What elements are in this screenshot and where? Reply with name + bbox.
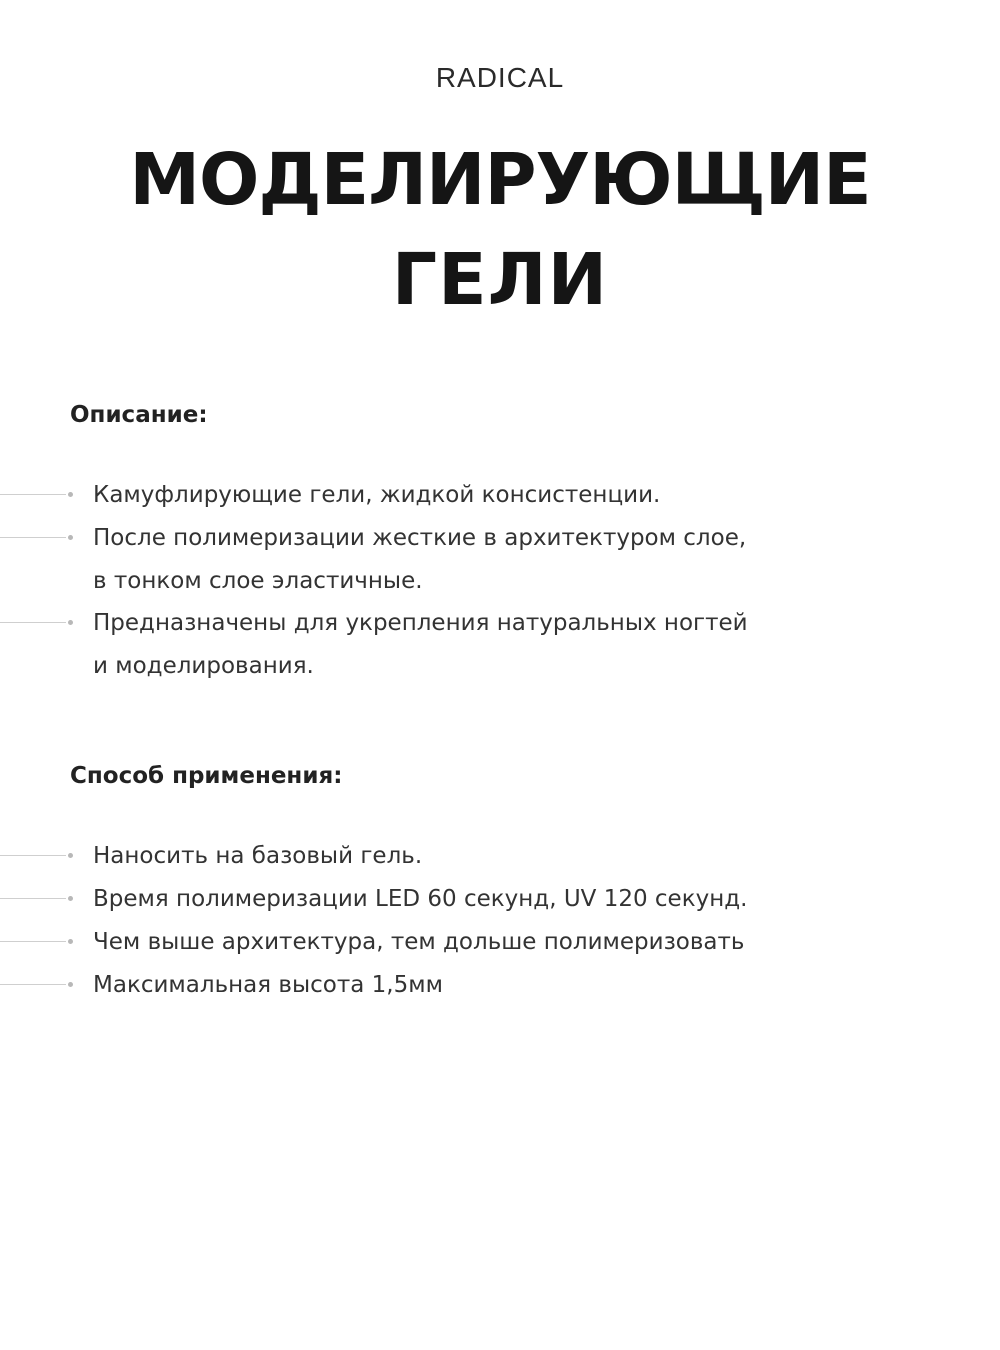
bullet-line xyxy=(0,941,66,942)
bullet-dot-icon xyxy=(68,535,73,540)
page-title-line-1: МОДЕЛИРУЮЩИЕ xyxy=(129,138,871,221)
bullet-line xyxy=(0,537,66,538)
description-item-3-line-1: Предназначены для укрепления натуральных ногтей xyxy=(93,610,748,636)
description-item-2 xyxy=(0,521,1000,594)
bullet-line xyxy=(0,494,66,495)
description-item-1-line-1: Камуфлирующие гели, жидкой консистенции. xyxy=(93,482,661,508)
usage-item-1-line-1: Наносить на базовый гель. xyxy=(93,843,423,869)
page-title-line-2: ГЕЛИ xyxy=(391,238,609,321)
bullet-dot-icon xyxy=(68,853,73,858)
bullet-dot-icon xyxy=(68,896,73,901)
usage-item-2 xyxy=(0,882,1000,916)
bullet-dot-icon xyxy=(68,939,73,944)
bullet-dot-icon xyxy=(68,982,73,987)
bullet-dot-icon xyxy=(68,492,73,497)
bullet-line xyxy=(0,898,66,899)
description-item-3-line-2: и моделирования. xyxy=(93,653,314,679)
usage-item-3-line-1: Чем выше архитектура, тем дольше полимеризовать xyxy=(93,929,745,955)
bullet-line xyxy=(0,984,66,985)
usage-item-4 xyxy=(0,968,1000,1002)
description-item-2-line-2: в тонком слое эластичные. xyxy=(93,568,423,594)
bullet-dot-icon xyxy=(68,620,73,625)
bullet-line xyxy=(0,855,66,856)
description-heading: Описание: xyxy=(70,402,208,428)
usage-item-4-line-1: Максимальная высота 1,5мм xyxy=(93,972,443,998)
usage-item-1 xyxy=(0,839,1000,873)
usage-heading: Способ применения: xyxy=(70,763,343,789)
usage-item-3 xyxy=(0,925,1000,959)
brand-label: RADICAL xyxy=(435,62,565,93)
description-item-1 xyxy=(0,478,1000,512)
bullet-line xyxy=(0,622,66,623)
usage-item-2-line-1: Время полимеризации LED 60 секунд, UV 120 секунд. xyxy=(93,886,748,912)
description-item-2-line-1: После полимеризации жесткие в архитектуром слое, xyxy=(93,525,747,551)
description-item-3 xyxy=(0,606,1000,679)
